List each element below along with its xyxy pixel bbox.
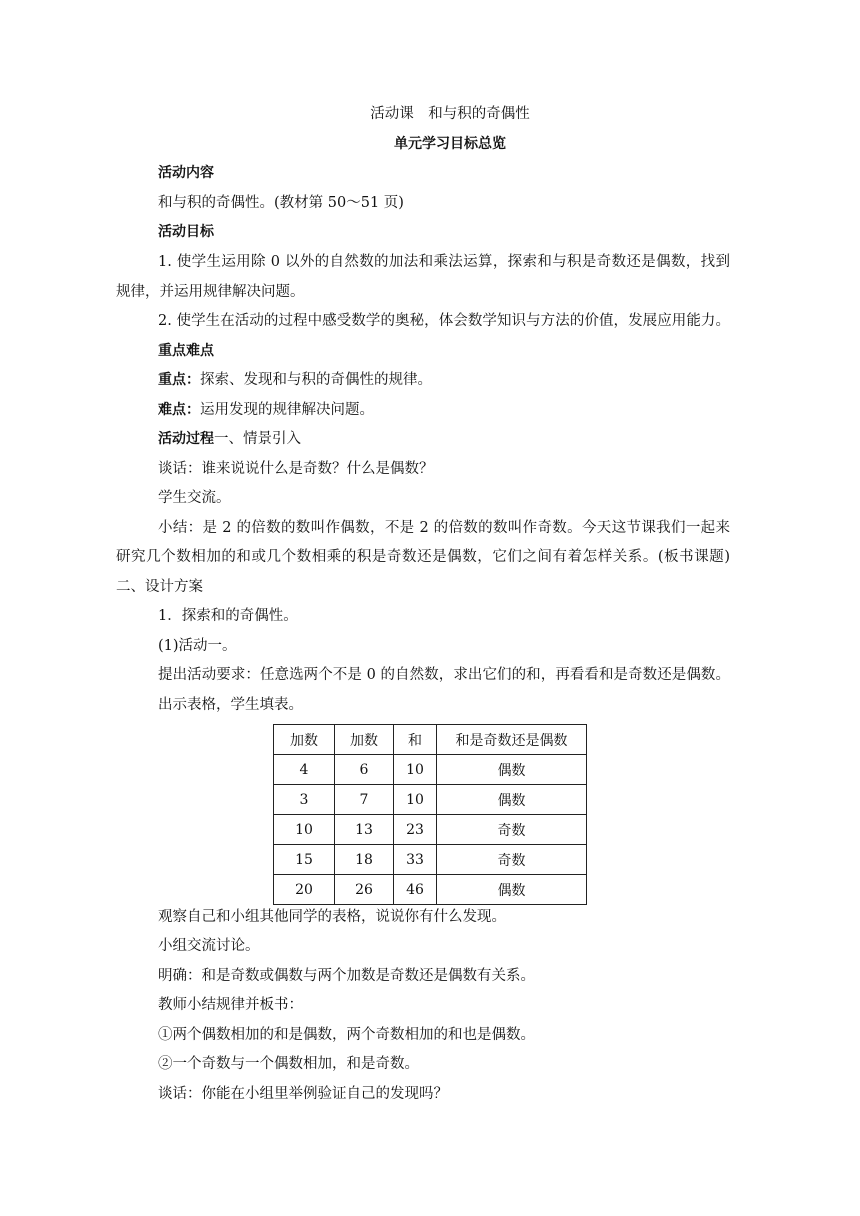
show-table-text: 出示表格，学生填表。 — [158, 697, 303, 713]
table-cell: 7 — [335, 785, 394, 815]
table-cell: 26 — [335, 875, 394, 905]
section-2-heading: 二、设计方案 — [116, 579, 203, 595]
talk-2: 谈话：你能在小组里举例验证自己的发现吗？ — [158, 1086, 448, 1102]
table-cell: 4 — [274, 755, 335, 785]
observe-text: 观察自己和小组其他同学的表格，说说你有什么发现。 — [158, 909, 506, 925]
goal-1-line-1: 1. 使学生运用除 0 以外的自然数的加法和乘法运算，探索和与积是奇数还是偶数，找到 — [158, 254, 730, 270]
table-cell: 3 — [274, 785, 335, 815]
key-point-line — [158, 370, 432, 390]
table-cell: 23 — [394, 815, 437, 845]
table-header-cell: 加数 — [335, 725, 394, 755]
goal-2: 2. 使学生在活动的过程中感受数学的奥秘，体会数学知识与方法的价值，发展应用能力。 — [158, 313, 730, 329]
process-subheading: 一、情景引入 — [214, 431, 301, 447]
student-exchange: 学生交流。 — [158, 490, 231, 506]
table-header-cell: 和 — [394, 725, 437, 755]
table-cell: 偶数 — [437, 875, 587, 905]
heading-activity-goals: 活动目标 — [158, 224, 214, 240]
activity-content-text: 和与积的奇偶性。(教材第 50～51 页) — [158, 195, 404, 211]
explore-1-heading: 1．探索和的奇偶性。 — [158, 608, 298, 624]
goal-1-line-2: 规律，并运用规律解决问题。 — [116, 284, 305, 300]
rule-2: ②一个奇数与一个偶数相加，和是奇数。 — [158, 1056, 419, 1072]
clarify-text: 明确：和是奇数或偶数与两个加数是奇数还是偶数有关系。 — [158, 968, 535, 984]
document-subtitle: 单元学习目标总览 — [394, 136, 506, 152]
difficulty-label: 难点： — [158, 402, 200, 418]
table-cell: 偶数 — [437, 755, 587, 785]
group-discuss-text: 小组交流讨论。 — [158, 938, 260, 954]
key-point-label: 重点： — [158, 372, 200, 388]
table-row — [274, 755, 587, 785]
table-cell: 奇数 — [437, 815, 587, 845]
table-row — [274, 785, 587, 815]
summary-line-1: 小结：是 2 的倍数的数叫作偶数，不是 2 的倍数的数叫作奇数。今天这节课我们一起来 — [158, 520, 730, 536]
table-header-cell: 加数 — [274, 725, 335, 755]
table-cell: 15 — [274, 845, 335, 875]
table-row — [274, 845, 587, 875]
sum-parity-table — [273, 724, 587, 905]
difficulty-text: 运用发现的规律解决问题。 — [200, 402, 374, 418]
table-cell: 偶数 — [437, 785, 587, 815]
table-cell: 13 — [335, 815, 394, 845]
document-title: 活动课 和与积的奇偶性 — [370, 106, 530, 122]
key-point-text: 探索、发现和与积的奇偶性的规律。 — [200, 372, 432, 388]
heading-activity-process: 活动过程 — [158, 431, 214, 447]
teacher-summary-text: 教师小结规律并板书： — [158, 997, 303, 1013]
activity-1-heading: (1)活动一。 — [158, 638, 237, 654]
process-line — [158, 429, 301, 449]
difficulty-line — [158, 400, 374, 420]
table-cell: 20 — [274, 875, 335, 905]
table-row — [274, 875, 587, 905]
activity-requirement: 提出活动要求：任意选两个不是 0 的自然数，求出它们的和，再看看和是奇数还是偶数。 — [158, 667, 730, 683]
talk-1: 谈话：谁来说说什么是奇数？什么是偶数？ — [158, 461, 434, 477]
table-header-cell: 和是奇数还是偶数 — [437, 725, 587, 755]
table-cell: 46 — [394, 875, 437, 905]
table-cell: 33 — [394, 845, 437, 875]
summary-line-2: 研究几个数相加的和或几个数相乘的积是奇数还是偶数，它们之间有着怎样关系。(板书课题) — [116, 549, 730, 565]
table-cell: 6 — [335, 755, 394, 785]
table-cell: 10 — [274, 815, 335, 845]
table-cell: 奇数 — [437, 845, 587, 875]
table-cell: 10 — [394, 785, 437, 815]
heading-key-points: 重点难点 — [158, 343, 214, 359]
heading-activity-content: 活动内容 — [158, 165, 214, 181]
table-row — [274, 815, 587, 845]
rule-1: ①两个偶数相加的和是偶数，两个奇数相加的和也是偶数。 — [158, 1027, 535, 1043]
table-header-row — [274, 725, 587, 755]
table-cell: 18 — [335, 845, 394, 875]
table-cell: 10 — [394, 755, 437, 785]
